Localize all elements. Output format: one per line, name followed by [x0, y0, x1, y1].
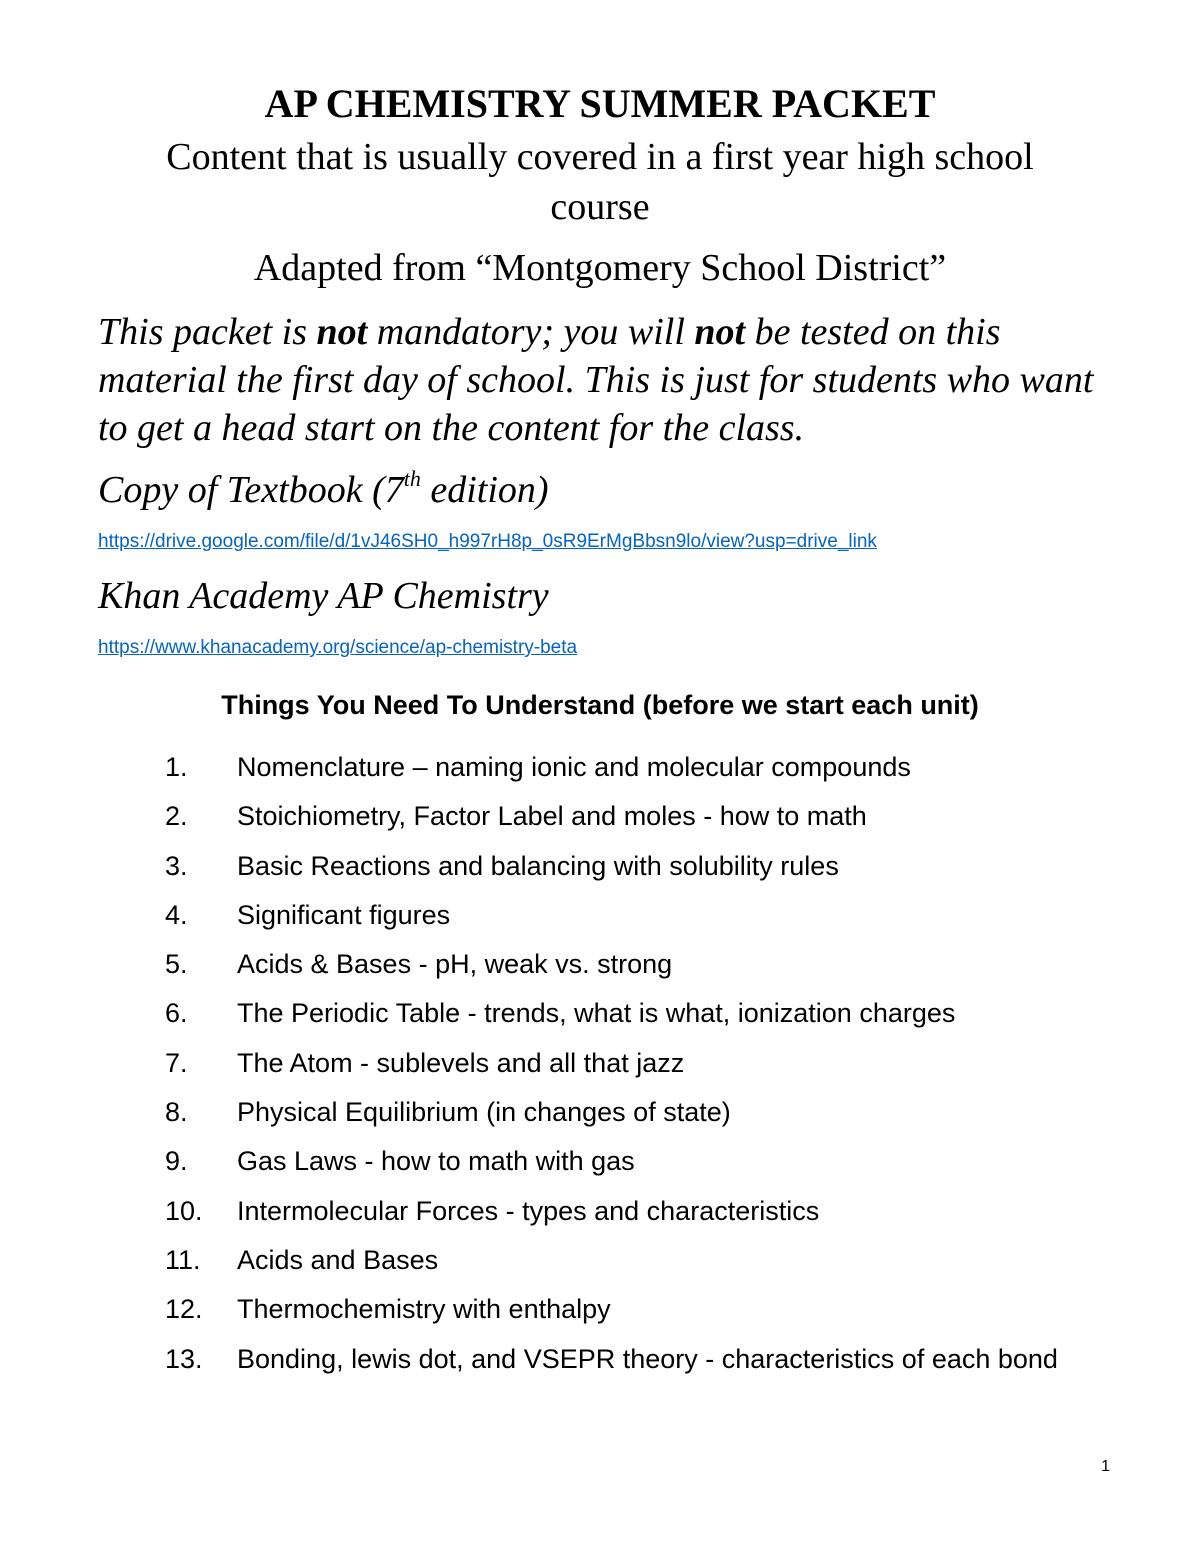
page-title: AP CHEMISTRY SUMMER PACKET: [264, 81, 936, 126]
list-item: [0, 996, 1200, 1045]
list-item-number: 7.: [165, 1047, 188, 1078]
list-item: [0, 799, 1200, 848]
list-item-text: Acids and Bases: [237, 1244, 439, 1275]
list-item-number: 4.: [165, 899, 188, 930]
list-item-number: 1.: [165, 752, 188, 782]
textbook-heading-before: Copy of Textbook (7: [98, 469, 404, 511]
textbook-heading: [98, 466, 549, 514]
list-item: [0, 898, 1200, 947]
list-item: [0, 1292, 1200, 1341]
list-item-text: Bonding, lewis dot, and VSEPR theory - characteristics of each bond: [237, 1343, 1058, 1374]
textbook-heading-after: edition): [420, 469, 549, 511]
list-item-text: Thermochemistry with enthalpy: [237, 1294, 611, 1325]
list-item-number: 8.: [165, 1097, 188, 1128]
adapted-from-line: Adapted from “Montgomery School District”: [253, 247, 947, 289]
textbook-link[interactable]: https://drive.google.com/file/d/1vJ46SH0_h997rH8p_0sR9ErMgBbsn9lo/view?usp=drive_link: [98, 531, 877, 552]
page-number: 1: [1101, 1458, 1110, 1475]
notice-emphasis-2: not: [694, 311, 746, 353]
list-item-text: The Periodic Table - trends, what is what, ionization charges: [237, 998, 956, 1029]
list-item-number: 13.: [165, 1343, 203, 1374]
notice-paragraph: [98, 308, 1108, 452]
list-item-number: 5.: [165, 949, 188, 980]
notice-text-1: This packet is: [98, 311, 317, 353]
list-item: [0, 1243, 1200, 1292]
list-item: [0, 750, 1200, 799]
list-item-number: 9.: [165, 1146, 188, 1177]
list-item: [0, 947, 1200, 996]
notice-text-3: be tested on this material the first day of school. This is just for students who want to get a head start on the content for the class.: [98, 311, 1094, 449]
list-item-number: 11.: [165, 1244, 201, 1275]
list-item-text: The Atom - sublevels and all that jazz: [237, 1047, 685, 1078]
list-item: [0, 1046, 1200, 1095]
list-item-text: Significant figures: [237, 899, 451, 930]
textbook-heading-superscript: th: [403, 466, 421, 491]
list-item: [0, 849, 1200, 898]
list-item: [0, 1095, 1200, 1144]
khan-academy-link[interactable]: https://www.khanacademy.org/science/ap-chemistry-beta: [98, 637, 578, 658]
list-item: [0, 1342, 1200, 1391]
list-item-text: Gas Laws - how to math with gas: [237, 1146, 635, 1177]
notice-text-2: mandatory; you will: [367, 311, 695, 353]
list-item-number: 6.: [165, 998, 188, 1029]
page-subtitle: Content that is usually covered in a first year high school course: [166, 136, 1034, 228]
list-item-number: 10.: [165, 1195, 203, 1226]
list-item-number: 12.: [165, 1294, 203, 1325]
list-item: [0, 1194, 1200, 1243]
list-item-text: Stoichiometry, Factor Label and moles - how to math: [237, 801, 867, 832]
list-item-number: 3.: [165, 850, 188, 881]
list-item-text: Physical Equilibrium (in changes of state): [237, 1097, 731, 1128]
notice-emphasis-1: not: [316, 311, 368, 353]
topic-list: [0, 750, 1200, 1391]
list-item: [0, 1144, 1200, 1193]
list-item-number: 2.: [165, 801, 188, 832]
khan-academy-heading: Khan Academy AP Chemistry: [98, 575, 549, 617]
list-item-text: Nomenclature – naming ionic and molecular compounds: [237, 752, 911, 782]
list-item-text: Intermolecular Forces - types and characteristics: [237, 1195, 820, 1226]
list-item-text: Acids & Bases - pH, weak vs. strong: [237, 949, 673, 980]
section-heading: Things You Need To Understand (before we start each unit): [221, 690, 979, 720]
list-item-text: Basic Reactions and balancing with solubility rules: [237, 850, 839, 881]
